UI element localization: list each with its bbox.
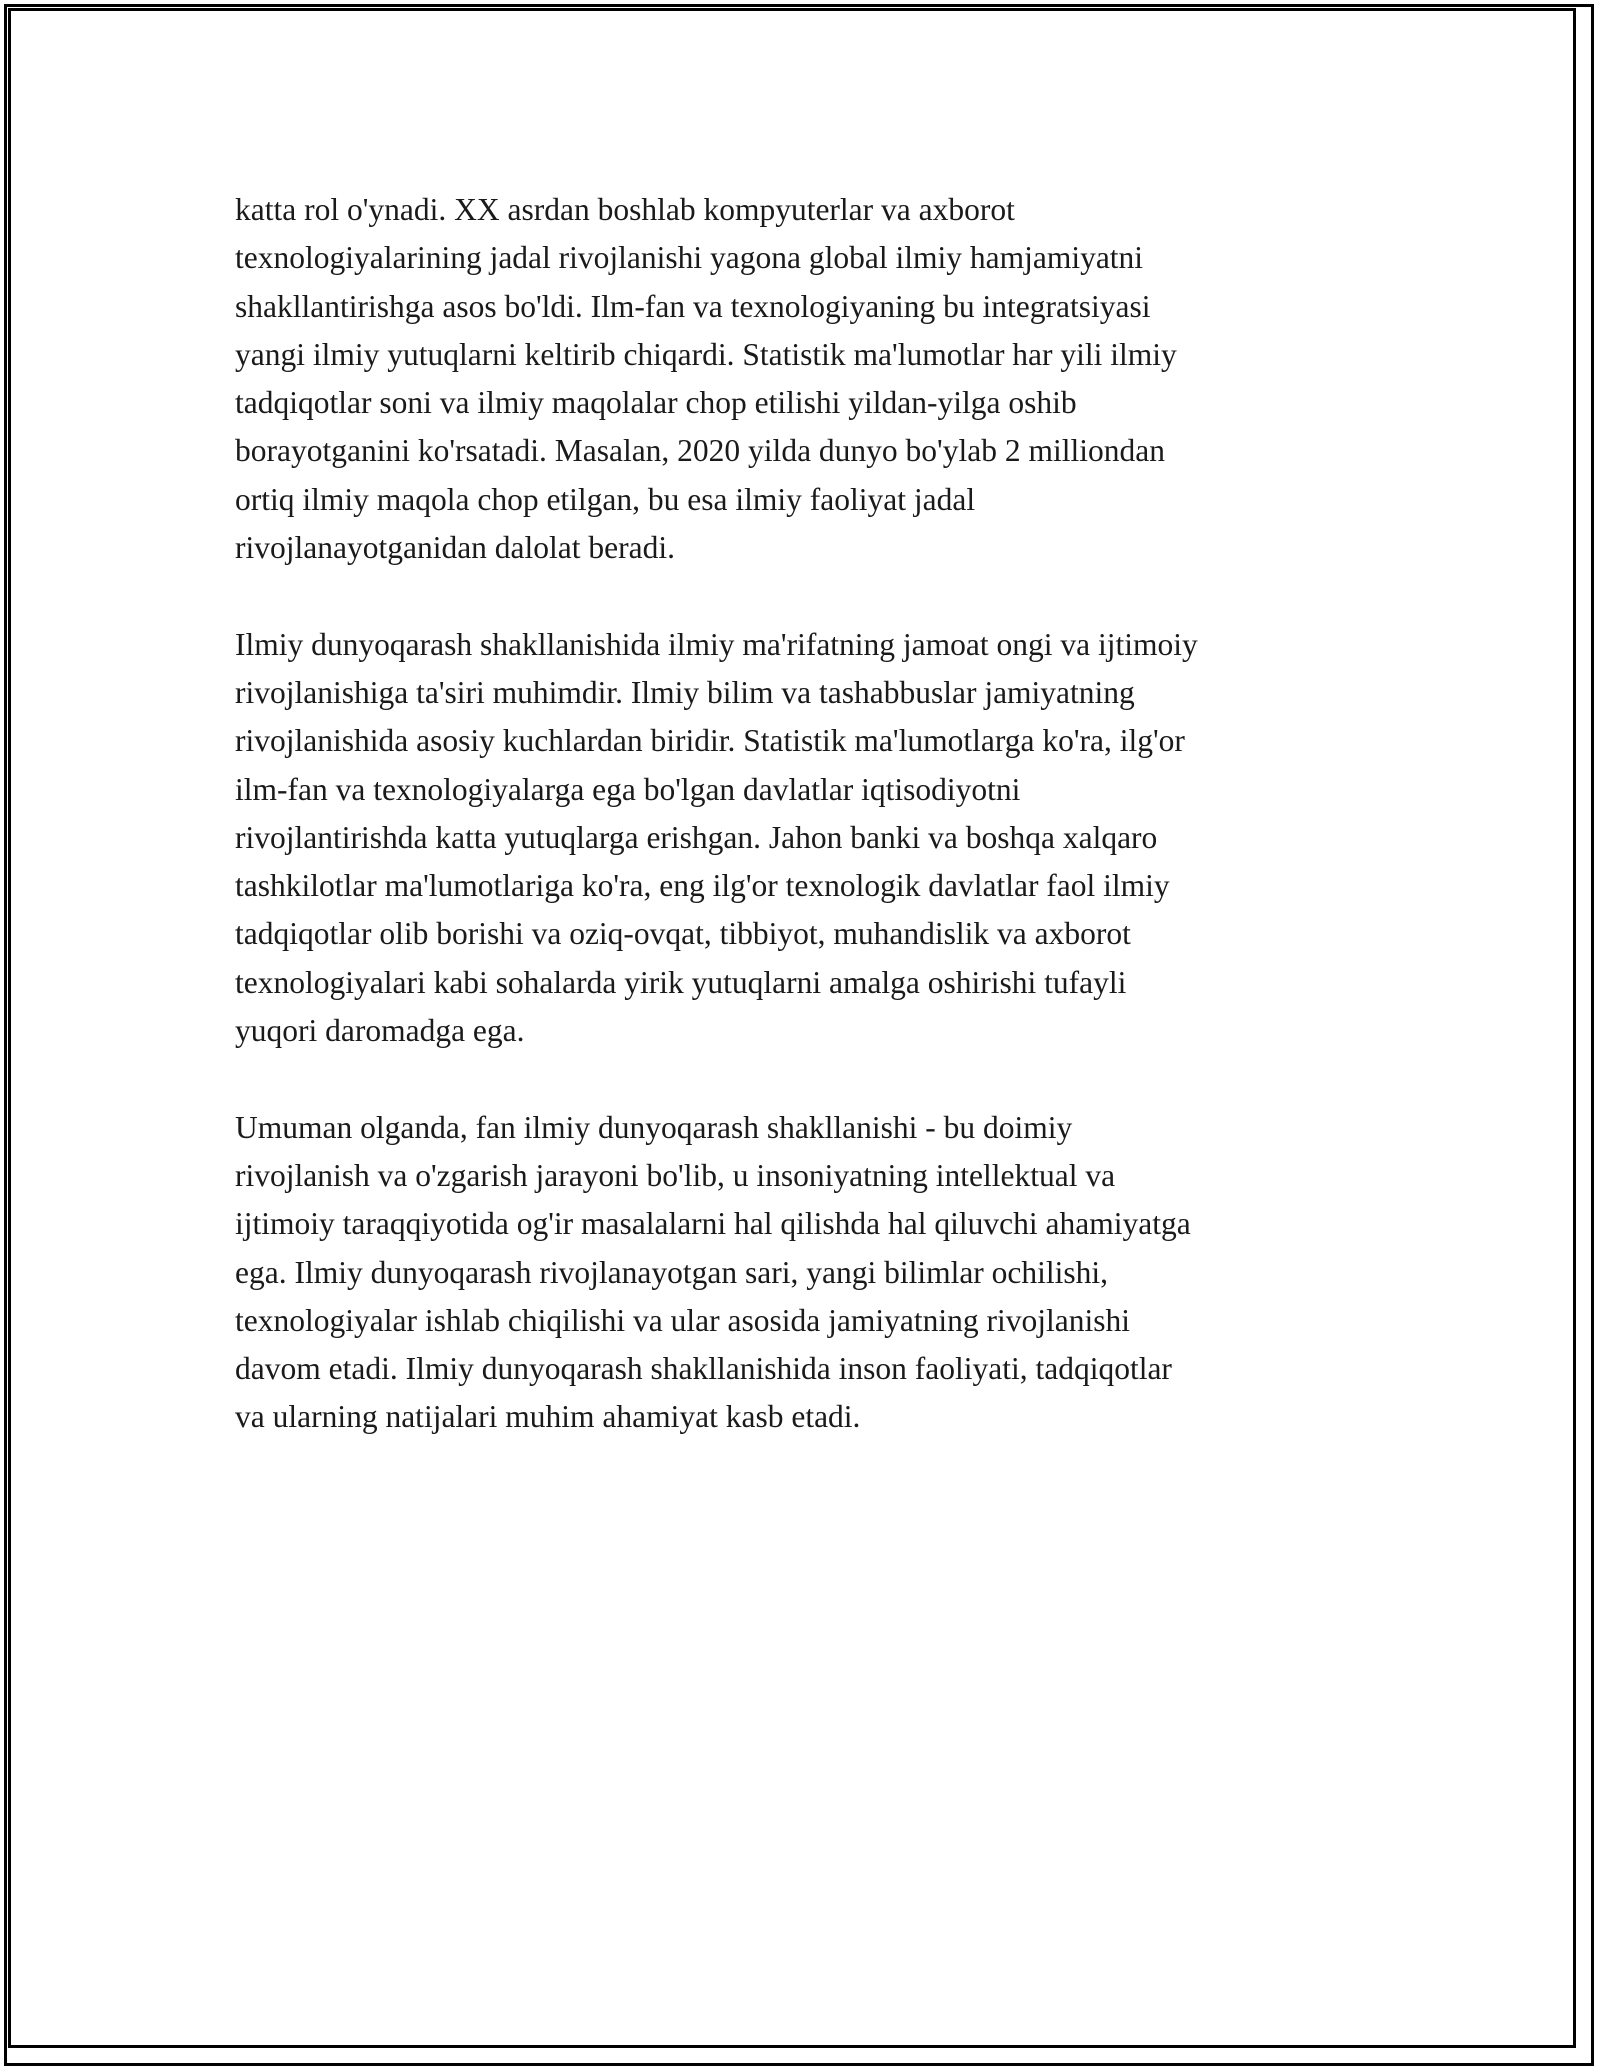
- text-line: yuqori daromadga ega.: [235, 1013, 525, 1049]
- text-line: ijtimoiy taraqqiyotida og'ir masalalarni hal qilishda hal qiluvchi ahamiyatga: [235, 1206, 1191, 1242]
- text-line: Umuman olganda, fan ilmiy dunyoqarash shakllanishi - bu doimiy: [235, 1109, 1073, 1145]
- text-line: katta rol o'ynadi. XX asrdan boshlab kompyuterlar va axborot: [235, 192, 1015, 227]
- text-line: rivojlanish va o'zgarish jarayoni bo'lib, u insoniyatning intellektual va: [235, 1157, 1116, 1193]
- text-line: ilm-fan va texnologiyalarga ega bo'lgan davlatlar iqtisodiyotni: [235, 771, 1021, 807]
- paragraph-3: [235, 1104, 1415, 1442]
- text-line: texnologiyalarining jadal rivojlanishi yagona global ilmiy hamjamiyatni: [235, 240, 1144, 276]
- text-line: rivojlanayotganidan dalolat beradi.: [235, 530, 675, 566]
- text-line: texnologiyalar ishlab chiqilishi va ular asosida jamiyatning rivojlanishi: [235, 1302, 1130, 1338]
- text-line: davom etadi. Ilmiy dunyoqarash shakllanishida inson faoliyati, tadqiqotlar: [235, 1351, 1172, 1387]
- text-line: rivojlanishida asosiy kuchlardan biridir. Statistik ma'lumotlarga ko'ra, ilg'or: [235, 723, 1185, 759]
- text-line: tadqiqotlar olib borishi va oziq-ovqat, tibbiyot, muhandislik va axborot: [235, 916, 1131, 952]
- text-line: borayotganini ko'rsatadi. Masalan, 2020 yilda dunyo bo'ylab 2 milliondan: [235, 433, 1165, 469]
- paragraph-2: [235, 621, 1415, 1056]
- document-body: [235, 186, 1415, 1442]
- text-line: texnologiyalari kabi sohalarda yirik yutuqlarni amalga oshirishi tufayli: [235, 964, 1127, 1000]
- paragraph-1: [235, 186, 1415, 572]
- text-line: shakllantirishga asos bo'ldi. Ilm-fan va texnologiyaning bu integratsiyasi: [235, 288, 1151, 324]
- text-line: va ularning natijalari muhim ahamiyat kasb etadi.: [235, 1399, 861, 1435]
- text-line: rivojlanishiga ta'siri muhimdir. Ilmiy bilim va tashabbuslar jamiyatning: [235, 674, 1135, 710]
- text-line: rivojlantirishda katta yutuqlarga erishgan. Jahon banki va boshqa xalqaro: [235, 819, 1158, 855]
- text-line: yangi ilmiy yutuqlarni keltirib chiqardi. Statistik ma'lumotlar har yili ilmiy: [235, 336, 1177, 372]
- text-line: Ilmiy dunyoqarash shakllanishida ilmiy ma'rifatning jamoat ongi va ijtimoiy: [235, 626, 1198, 662]
- text-line: tadqiqotlar soni va ilmiy maqolalar chop etilishi yildan-yilga oshib: [235, 385, 1077, 421]
- text-line: ortiq ilmiy maqola chop etilgan, bu esa ilmiy faoliyat jadal: [235, 481, 976, 517]
- text-line: tashkilotlar ma'lumotlariga ko'ra, eng ilg'or texnologik davlatlar faol ilmiy: [235, 868, 1170, 904]
- text-line: ega. Ilmiy dunyoqarash rivojlanayotgan sari, yangi bilimlar ochilishi,: [235, 1254, 1109, 1290]
